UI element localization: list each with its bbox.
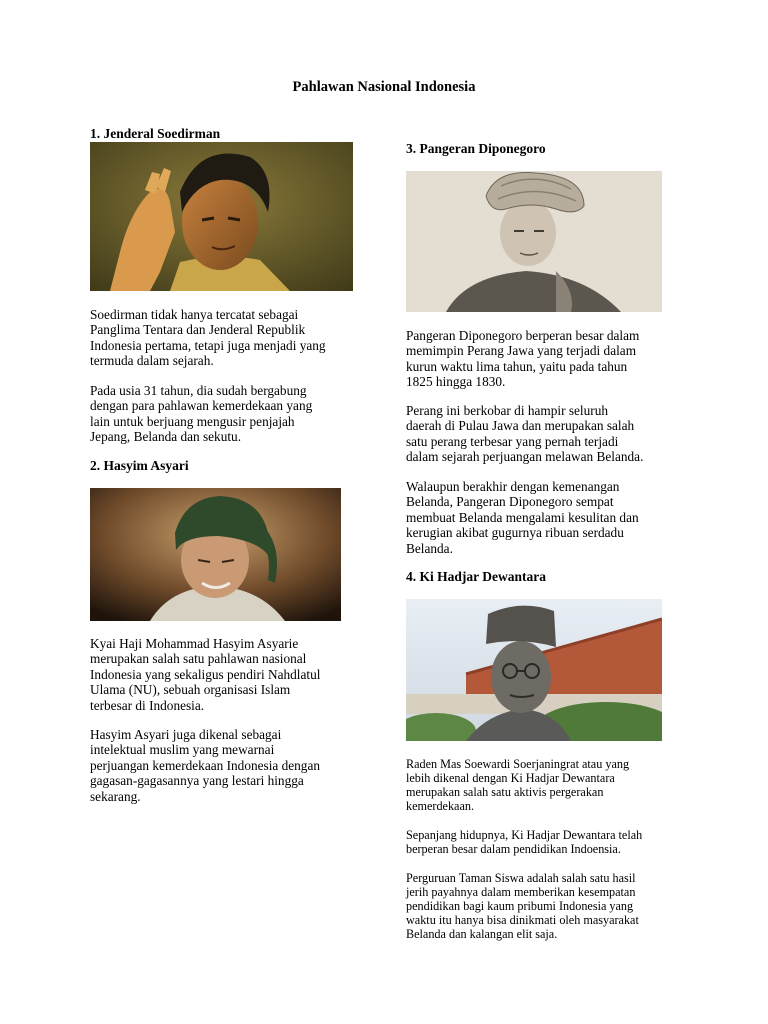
text-line: satu perang terbesar yang pernah terjadi <box>406 433 619 449</box>
text-line: Jepang, Belanda dan sekutu. <box>90 429 242 445</box>
text-line: memimpin Perang Jawa yang terjadi dalam <box>406 343 637 359</box>
bronze-statue-bust-icon <box>406 599 662 741</box>
text-line: Ulama (NU), sebuah organisasi Islam <box>90 682 291 698</box>
text-line: Belanda, Pangeran Diponegoro sempat <box>406 494 614 510</box>
ki-hadjar-dewantara-paragraph-2 <box>406 828 642 856</box>
ki-hadjar-dewantara-paragraph-3 <box>406 871 639 941</box>
text-line: Indonesia yang sekaligus pendiri Nahdlatul <box>90 666 321 682</box>
text-line: Perang ini berkobar di hampir seluruh <box>406 403 608 418</box>
text-line: merupakan salah satu aktivis pergerakan <box>406 785 604 799</box>
page-title: Pahlawan Nasional Indonesia <box>292 79 476 95</box>
diponegoro-paragraph-1 <box>406 328 639 390</box>
text-line: Walaupun berakhir dengan kemenangan <box>406 479 620 494</box>
text-line: kurun waktu lima tahun, yaitu pada tahun <box>406 358 628 374</box>
section-heading-diponegoro: 3. Pangeran Diponegoro <box>406 141 546 156</box>
text-line: kemerdekaan. <box>406 799 475 813</box>
diponegoro-paragraph-3 <box>406 479 639 556</box>
text-line: Panglima Tentara dan Jenderal Republik <box>90 322 306 338</box>
diponegoro-paragraph-2 <box>406 403 643 465</box>
text-line: Belanda dan kalangan elit saja. <box>406 927 558 941</box>
text-line: membuat Belanda mengalami kesulitan dan <box>406 509 639 525</box>
portrait-man-with-turban-icon <box>90 488 341 621</box>
text-line: Hasyim Asyari juga dikenal sebagai <box>90 727 282 742</box>
text-line: Belanda. <box>406 540 453 556</box>
soedirman-photo <box>90 142 353 291</box>
hasyim-asyari-photo <box>90 488 341 621</box>
text-line: lebih dikenal dengan Ki Hadjar Dewantara <box>406 771 615 785</box>
text-line: Perguruan Taman Siswa adalah salah satu hasil <box>406 871 636 885</box>
hasyim-asyari-paragraph-2 <box>90 727 320 804</box>
text-line: Raden Mas Soewardi Soerjaningrat atau yang <box>406 757 630 771</box>
text-line: Indonesia pertama, tetapi juga menjadi yang <box>90 337 326 353</box>
text-line: terbesar di Indonesia. <box>90 697 205 713</box>
soedirman-paragraph-2 <box>90 383 312 445</box>
ki-hadjar-dewantara-paragraph-1 <box>406 757 629 813</box>
text-line: perjuangan kemerdekaan Indonesia dengan <box>90 757 321 773</box>
text-line: Soedirman tidak hanya tercatat sebagai <box>90 307 299 322</box>
text-line: dengan para pahlawan kemerdekaan yang <box>90 398 313 414</box>
section-heading-ki-hadjar-dewantara: 4. Ki Hadjar Dewantara <box>406 569 546 584</box>
text-line: intelektual muslim yang mewarnai <box>90 742 275 758</box>
section-heading-hasyim-asyari: 2. Hasyim Asyari <box>90 458 189 473</box>
text-line: Sepanjang hidupnya, Ki Hadjar Dewantara telah <box>406 828 643 842</box>
text-line: 1825 hingga 1830. <box>406 374 506 390</box>
text-line: pendidikan bagi kaum pribumi Indonesia yang <box>406 899 634 913</box>
text-line: kerugian akibat gugurnya ribuan serdadu <box>406 525 624 541</box>
text-line: waktu itu hanya bisa dinikmati oleh masyarakat <box>406 913 639 927</box>
text-line: Pada usia 31 tahun, dia sudah bergabung <box>90 383 307 398</box>
text-line: termuda dalam sejarah. <box>90 353 214 369</box>
ki-hadjar-dewantara-photo <box>406 599 662 741</box>
soedirman-paragraph-1 <box>90 307 326 369</box>
section-heading-soedirman: 1. Jenderal Soedirman <box>90 126 221 141</box>
portrait-sketch-prince-turban-icon <box>406 171 662 312</box>
diponegoro-photo <box>406 171 662 312</box>
text-line: Kyai Haji Mohammad Hasyim Asyarie <box>90 636 299 651</box>
portrait-saluting-man-icon <box>90 142 353 291</box>
text-line: sekarang. <box>90 788 141 804</box>
text-line: Pangeran Diponegoro berperan besar dalam <box>406 328 640 343</box>
text-line: lain untuk berjuang mengusir penjajah <box>90 413 295 429</box>
hasyim-asyari-paragraph-1 <box>90 636 320 713</box>
text-line: berperan besar dalam pendidikan Indoensia. <box>406 842 621 856</box>
text-line: dalam sejarah perjuangan melawan Belanda. <box>406 449 644 465</box>
text-line: gagasan-gagasannya yang lestari hingga <box>90 773 304 789</box>
text-line: daerah di Pulau Jawa dan merupakan salah <box>406 418 635 434</box>
text-line: merupakan salah satu pahlawan nasional <box>90 651 307 667</box>
text-line: jerih payahnya dalam memberikan kesempatan <box>406 885 636 899</box>
